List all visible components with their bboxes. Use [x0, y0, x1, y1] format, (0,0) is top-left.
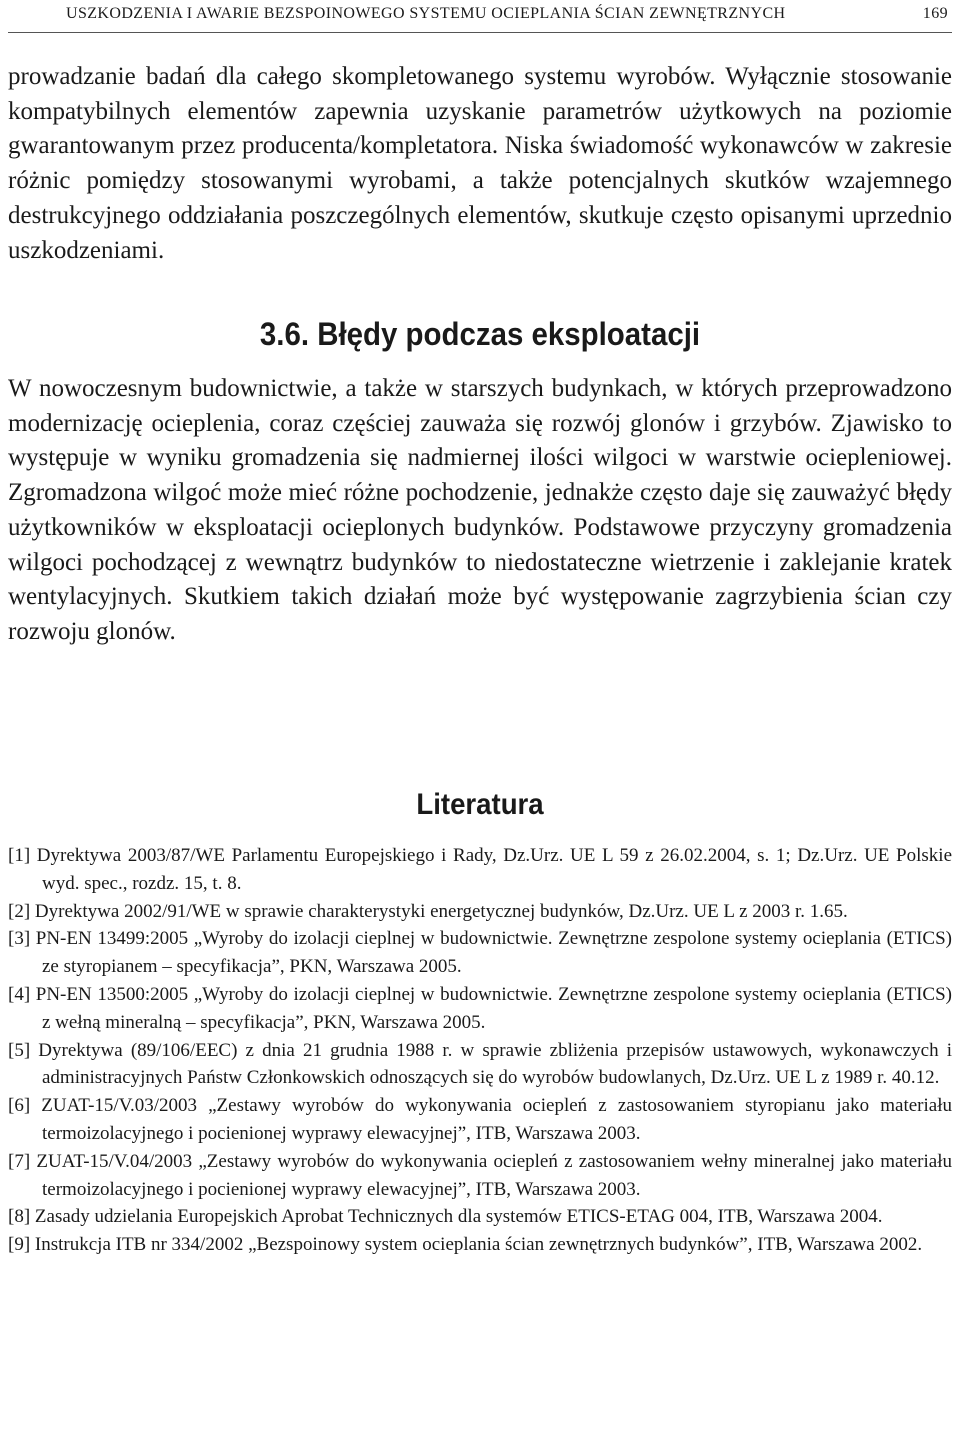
- reference-item-8: [8] Zasady udzielania Europejskich Aprobat Technicznych dla systemów ETICS-ETAG 004, ITB, Warszawa 2004.: [8, 1206, 883, 1228]
- reference-item-3: [3] PN-EN 13499:2005 „Wyroby do izolacji cieplnej w budownictwie. Zewnętrzne zespolone systemy ocieplania (ETICS) ze styropianem – specyfikacja”, PKN, Warszawa 2005.: [8, 928, 952, 978]
- reference-item-9: [9] Instrukcja ITB nr 334/2002 „Bezspoinowy system ocieplania ścian zewnętrznych budynków”, ITB, Warszawa 2002.: [8, 1234, 923, 1256]
- reference-item-4: [4] PN-EN 13500:2005 „Wyroby do izolacji cieplnej w budownictwie. Zewnętrzne zespolone systemy ocieplania (ETICS) z wełną mineralną – specyfikacja”, PKN, Warszawa 2005.: [8, 983, 952, 1033]
- reference-item-2: [2] Dyrektywa 2002/91/WE w sprawie charakterystyki energetycznej budynków, Dz.Urz. UE L z 2003 r. 1.65.: [8, 900, 848, 922]
- page-number: 169: [922, 5, 948, 22]
- reference-item-1: [1] Dyrektywa 2003/87/WE Parlamentu Europejskiego i Rady, Dz.Urz. UE L 59 z 26.02.2004, s. 1; Dz.Urz. UE Polskie wyd. spec., rozdz. 15, t. 8.: [8, 845, 952, 894]
- running-head-title: USZKODZENIA I AWARIE BEZSPOINOWEGO SYSTEMU OCIEPLANIA ŚCIAN ZEWNĘTRZNYCH: [66, 5, 786, 22]
- body-paragraph-1: prowadzanie badań dla całego skompletowanego systemu wyrobów. Wyłącznie stosowanie kompatybilnych elementów zapewnia uzyskanie parametrów użytkowych na poziomie gwarantowanym przez producenta/kompletatora. Niska świadomość wykonawców w zakresie różnic pomiędzy stosowanymi wyrobami, a także potencjalnych skutków wzajemnego destrukcyjnego oddziałania poszczególnych elementów, skutkuje często opisanymi uprzednio uszkodzeniami.: [8, 63, 952, 264]
- reference-item-6: [6] ZUAT-15/V.03/2003 „Zestawy wyrobów do wykonywania ociepleń z zastosowaniem styropianu jako materiału termoizolacyjnego i pocienionej wyprawy elewacyjnej”, ITB, Warszawa 2003.: [8, 1095, 952, 1144]
- literature-heading: Literatura: [416, 788, 544, 821]
- running-head: [8, 2, 952, 33]
- section-heading: 3.6. Błędy podczas eksploatacji: [259, 316, 701, 352]
- reference-item-7: [7] ZUAT-15/V.04/2003 „Zestawy wyrobów do wykonywania ociepleń z zastosowaniem wełny mineralnej jako materiału termoizolacyjnego i pocienionej wyprawy elewacyjnej”, ITB, Warszawa 2003.: [8, 1150, 952, 1200]
- body-paragraph-2: W nowoczesnym budownictwie, a także w starszych budynkach, w których przeprowadzono modernizację ocieplenia, coraz częściej zauważa się rozwój glonów i grzybów. Zjawisko to występuje w wyniku gromadzenia się nadmiernej ilości wilgoci w warstwie ociepleniowej. Zgromadzona wilgoć może mieć różne pochodzenie, jednakże często daje się zauważyć błędy użytkowników w eksploatacji ocieplonych budynków. Podstawowe przyczyny gromadzenia wilgoci pochodzącej z wewnątrz budynków to niedostateczne wietrzenie i zaklejanie kratek wentylacyjnych. Skutkiem takich działań może być występowanie zagrzybienia ścian czy rozwoju glonów.: [8, 375, 952, 645]
- reference-item-5: [5] Dyrektywa (89/106/EEC) z dnia 21 grudnia 1988 r. w sprawie zbliżenia przepisów ustawowych, wykonawczych i administracyjnych Państw Członkowskich odnoszących się do wyrobów budowlanych, Dz.Urz. UE L z 1989 r. 40.12.: [8, 1039, 952, 1089]
- reference-list: [8, 842, 952, 1259]
